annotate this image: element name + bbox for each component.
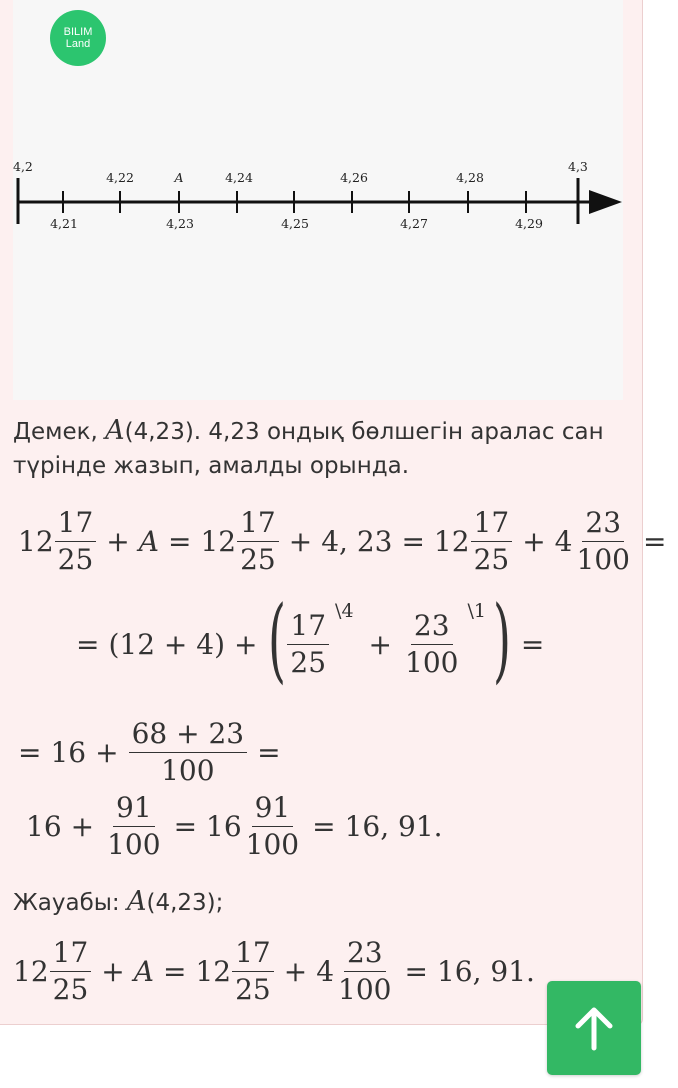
eq1-num1: 17 — [55, 505, 97, 542]
equation-line-5 — [13, 935, 535, 1008]
eq4-frac1 — [104, 790, 163, 863]
eq5-eq: = — [162, 955, 187, 988]
scroll-to-top-button[interactable] — [547, 981, 641, 1075]
eq5-frac3 — [335, 935, 394, 1008]
answer-var: A — [126, 886, 147, 917]
eq4-whole: 16 — [26, 810, 62, 843]
eq3-den: 100 — [161, 754, 215, 787]
eq4-num: 91 — [113, 790, 155, 827]
eq1-whole4: 4 — [554, 525, 573, 558]
eq4-frac2 — [243, 790, 302, 863]
eq1-plus: + — [106, 525, 130, 558]
eq3-num: 68 + 23 — [129, 716, 248, 753]
number-line-figure — [13, 0, 623, 400]
eq1-whole2: 12 — [200, 525, 237, 558]
eq1-eq2: = — [401, 525, 425, 558]
conclusion-var: A — [105, 415, 125, 446]
eq2-group: (12 + 4) — [108, 627, 226, 661]
label-end: 4,3 — [568, 159, 588, 174]
answer-text — [13, 885, 628, 920]
eq1-plus2: + — [288, 525, 313, 558]
number-line-svg — [13, 0, 623, 400]
eq1-frac4 — [574, 505, 633, 578]
eq1-num2: 17 — [237, 505, 279, 542]
logo-line2: Land — [65, 38, 91, 50]
eq1-den2: 25 — [240, 543, 276, 576]
eq5-whole3: 4 — [316, 955, 335, 988]
label-start: 4,2 — [13, 159, 33, 174]
eq2-den1: 25 — [290, 645, 327, 679]
eq1-decimal: 4, 23 — [321, 525, 393, 558]
logo-line1: BILIM — [63, 26, 93, 38]
label-423: 4,23 — [166, 216, 194, 231]
label-422: 4,22 — [106, 170, 134, 185]
eq5-num3: 23 — [344, 935, 386, 972]
eq1-eq3: = — [642, 525, 667, 558]
eq1-plus3: + — [522, 525, 546, 558]
label-427: 4,27 — [400, 216, 428, 231]
eq5-num1: 17 — [50, 935, 92, 972]
eq2-frac2 — [402, 608, 461, 681]
eq3-frac — [129, 716, 248, 789]
eq5-whole1: 12 — [13, 955, 49, 988]
eq1-whole1: 12 — [18, 525, 54, 558]
arrow-up-icon — [570, 1004, 618, 1052]
label-428: 4,28 — [456, 170, 484, 185]
eq1-eq: = — [167, 525, 192, 558]
eq2-eq: = — [520, 627, 545, 661]
equation-line-4 — [26, 790, 443, 863]
eq4-den2: 100 — [245, 828, 300, 861]
label-point-a: A — [174, 170, 184, 185]
conclusion-text — [13, 414, 628, 483]
eq2-num1: 17 — [287, 608, 329, 645]
eq2-mult1: \4 — [335, 600, 354, 622]
eq4-result: 16, 91. — [344, 810, 443, 843]
eq4-whole2: 16 — [206, 810, 242, 843]
axis-arrow — [589, 190, 622, 214]
eq1-frac3 — [471, 505, 513, 578]
equation-line-2 — [76, 586, 553, 693]
eq5-eq2: = — [404, 955, 428, 988]
eq1-whole3: 12 — [433, 525, 470, 558]
eq2-rparen: ) — [492, 586, 511, 693]
eq5-frac1 — [50, 935, 92, 1008]
eq3-lead: = — [18, 736, 42, 769]
equation-line-3 — [18, 716, 290, 789]
eq1-frac2 — [237, 505, 279, 578]
label-426: 4,26 — [340, 170, 368, 185]
eq2-lparen: ( — [267, 586, 286, 693]
answer-prefix: Жауабы: — [13, 890, 120, 916]
eq1-den1: 25 — [57, 543, 94, 576]
label-429: 4,29 — [515, 216, 543, 231]
eq2-num2: 23 — [411, 608, 453, 645]
eq2-lead: = — [76, 627, 100, 661]
eq4-num2: 91 — [252, 790, 294, 827]
eq4-eq: = — [173, 810, 198, 843]
equation-line-1 — [18, 505, 666, 578]
label-425: 4,25 — [281, 216, 309, 231]
eq4-den: 100 — [107, 828, 161, 861]
label-421: 4,21 — [50, 216, 78, 231]
eq3-plus: + — [95, 736, 119, 769]
eq2-plus2: + — [368, 627, 393, 661]
eq5-frac2 — [232, 935, 274, 1008]
eq5-var: A — [133, 955, 154, 988]
eq4-plus: + — [70, 810, 95, 843]
eq1-num3: 17 — [471, 505, 513, 542]
eq5-whole2: 12 — [195, 955, 232, 988]
eq1-den4: 100 — [576, 543, 630, 576]
eq5-den1: 25 — [52, 973, 89, 1006]
eq1-num4: 23 — [582, 505, 624, 542]
eq1-frac1 — [55, 505, 97, 578]
eq3-eq: = — [257, 736, 281, 769]
eq5-den3: 100 — [338, 973, 392, 1006]
eq5-num2: 17 — [232, 935, 274, 972]
eq5-plus2: + — [283, 955, 308, 988]
eq3-whole: 16 — [50, 736, 87, 769]
eq1-den3: 25 — [473, 543, 510, 576]
eq5-den2: 25 — [235, 973, 271, 1006]
label-424: 4,24 — [225, 170, 253, 185]
eq5-result: 16, 91. — [436, 955, 535, 988]
eq2-plus: + — [234, 627, 258, 661]
eq2-den2: 100 — [405, 645, 459, 679]
conclusion-prefix: Демек, — [13, 419, 98, 445]
eq2-mult2: \1 — [467, 600, 486, 622]
answer-rest: (4,23); — [146, 890, 224, 916]
eq2-frac1 — [287, 608, 329, 681]
conclusion-rest: (4,23). 4,23 ондық бөлшегін аралас сан түрінде жазып, амалды орында. — [13, 419, 604, 479]
eq4-eq2: = — [312, 810, 336, 843]
eq1-var: A — [138, 525, 159, 558]
eq5-plus: + — [101, 955, 125, 988]
